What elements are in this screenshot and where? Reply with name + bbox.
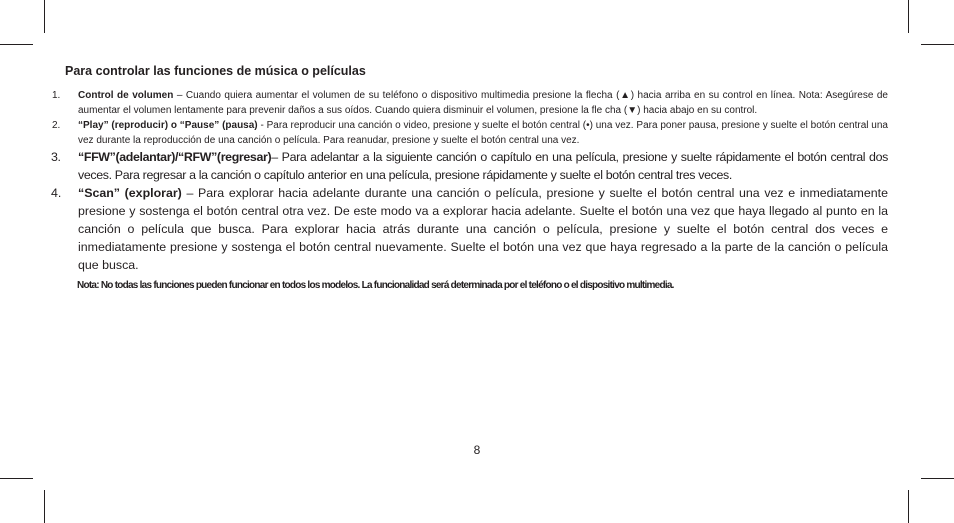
item-label: Control de volumen	[78, 90, 174, 101]
list-item	[51, 184, 888, 274]
crop-mark	[908, 490, 909, 523]
instruction-list	[51, 88, 888, 274]
note-text: Nota: No todas las funciones pueden funcionar en todos los modelos. La funcionalidad será determinada por el teléfono o el dispositivo multimedia.	[77, 280, 674, 291]
crop-mark	[921, 478, 954, 479]
list-item	[52, 88, 888, 118]
crop-mark	[908, 0, 909, 33]
item-text: - Para reproducir una canción o video, presione y suelte el botón central (•) una vez. Para poner pausa, presione y suelte el botón central una vez durante la reproducción de una canción o película. Para reanudar, presione y suelte el botón central una vez.	[78, 120, 888, 146]
crop-mark	[0, 44, 33, 45]
section-heading: Para controlar las funciones de música o películas	[65, 64, 366, 78]
item-number: 2.	[52, 120, 61, 131]
list-item	[51, 148, 888, 184]
item-text: – Cuando quiera aumentar el volumen de su teléfono o dispositivo multimedia presione la flecha (▲) hacia arriba en su control en línea. Nota: Asegúrese de aumentar el volumen lentamente para prevenir daños a sus oídos. Cuando quiera disminuir el volumen, presione la fle cha (▼) hacia abajo en su control.	[78, 90, 888, 116]
item-text: – Para explorar hacia adelante durante una canción o película, presione y suelte el botón central una vez e inmediatamente presione y sostenga el botón central otra vez. De este modo va a explorar hacia adelante. Suelte el botón una vez que haya llegado al punto en la canción o película que busca. Para explorar hacia atrás durante una canción o película, presione y suelte el botón central dos veces e inmediatamente presione y sostenga el botón central nuevamente. Suelte el botón una vez que haya regresado a la parte de la canción o película que busca.	[78, 186, 888, 272]
crop-mark	[921, 44, 954, 45]
item-number: 3.	[51, 150, 61, 164]
item-text: – Para adelantar a la siguiente canción o capítulo en una película, presione y suelte rápidamente el botón central dos veces. Para regresar a la canción o capítulo anterior en una película, presione rápidamente y suelte el botón central tres veces.	[78, 150, 888, 182]
crop-mark	[44, 490, 45, 523]
page-number: 8	[473, 443, 481, 457]
list-item	[52, 118, 888, 148]
item-number: 1.	[52, 90, 61, 101]
item-number: 4.	[51, 186, 62, 200]
crop-mark	[44, 0, 45, 33]
item-label: “Scan” (explorar)	[78, 186, 182, 200]
crop-mark	[0, 478, 33, 479]
item-label: “Play” (reproducir) o “Pause” (pausa)	[78, 120, 258, 131]
item-label: “FFW”(adelantar)/“RFW”(regresar)	[78, 150, 272, 164]
